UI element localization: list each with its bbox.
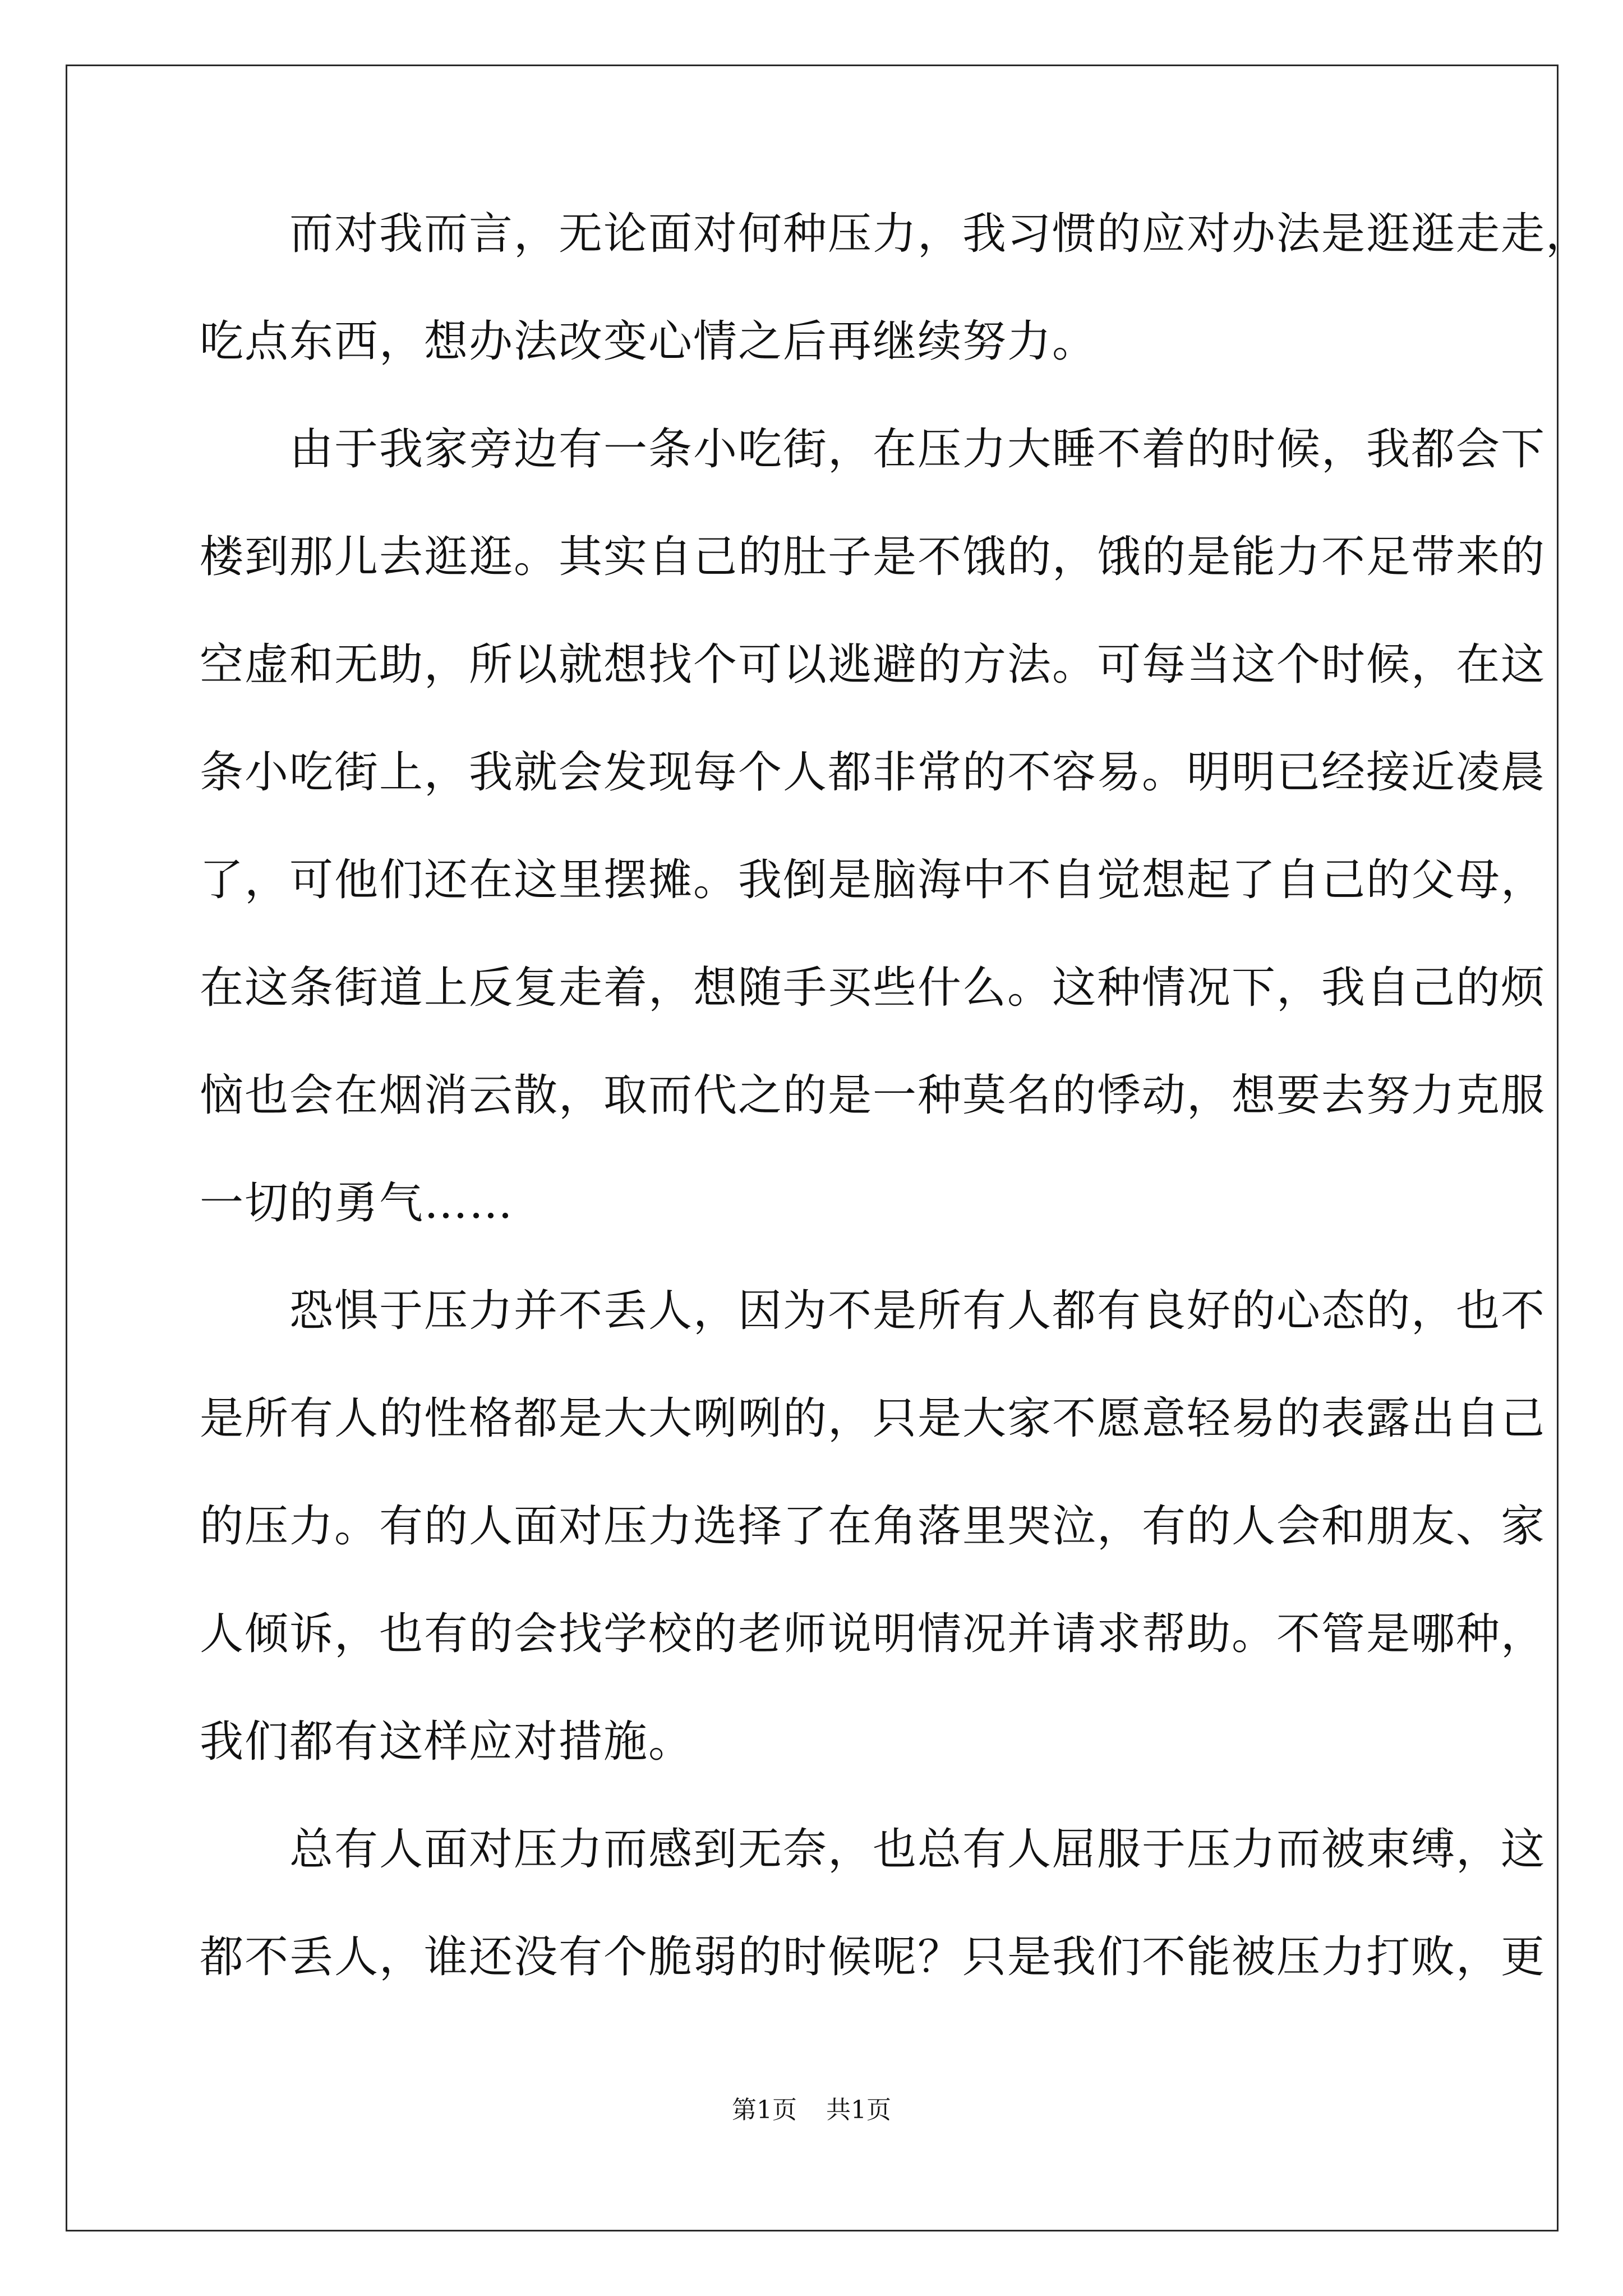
text-line: 条小吃街上，我就会发现每个人都非常的不容易。明明已经接近凌晨: [200, 747, 1546, 798]
text-line: 楼到那儿去逛逛。其实自己的肚子是不饿的，饿的是能力不足带来的: [200, 532, 1546, 582]
text-line: 在这条街道上反复走着，想随手买些什么。这种情况下，我自己的烦: [200, 963, 1546, 1013]
text-line: 的压力。有的人面对压力选择了在角落里哭泣，有的人会和朋友、家: [200, 1501, 1546, 1552]
text-line: 了，可他们还在这里摆摊。我倒是脑海中不自觉想起了自己的父母，: [200, 855, 1546, 905]
page-number: 第1页: [732, 2096, 797, 2124]
text-line: 人倾诉，也有的会找学校的老师说明情况并请求帮助。不管是哪种，: [200, 1609, 1546, 1659]
text-line: 都不丢人，谁还没有个脆弱的时候呢？只是我们不能被压力打败，更: [200, 1932, 1546, 1982]
text-line: 而对我而言，无论面对何种压力，我习惯的应对办法是逛逛走走，: [200, 209, 1591, 259]
text-line: 吃点东西，想办法改变心情之后再继续努力。: [200, 316, 1098, 367]
page-border: [66, 65, 1559, 2231]
text-line: 恼也会在烟消云散，取而代之的是一种莫名的悸动，想要去努力克服: [200, 1070, 1546, 1121]
page-footer: [0, 2090, 1623, 2125]
text-line: 我们都有这样应对措施。: [200, 1717, 694, 1767]
text-line: 一切的勇气……: [200, 1178, 514, 1228]
text-line: 空虚和无助，所以就想找个可以逃避的方法。可每当这个时候，在这: [200, 639, 1546, 690]
page-total: 共1页: [826, 2096, 891, 2124]
text-line: 恐惧于压力并不丢人，因为不是所有人都有良好的心态的，也不: [200, 1286, 1546, 1336]
text-line: 是所有人的性格都是大大咧咧的，只是大家不愿意轻易的表露出自己: [200, 1393, 1546, 1444]
text-line: 由于我家旁边有一条小吃街，在压力大睡不着的时候，我都会下: [200, 424, 1546, 475]
text-line: 总有人面对压力而感到无奈，也总有人屈服于压力而被束缚，这: [200, 1824, 1546, 1875]
